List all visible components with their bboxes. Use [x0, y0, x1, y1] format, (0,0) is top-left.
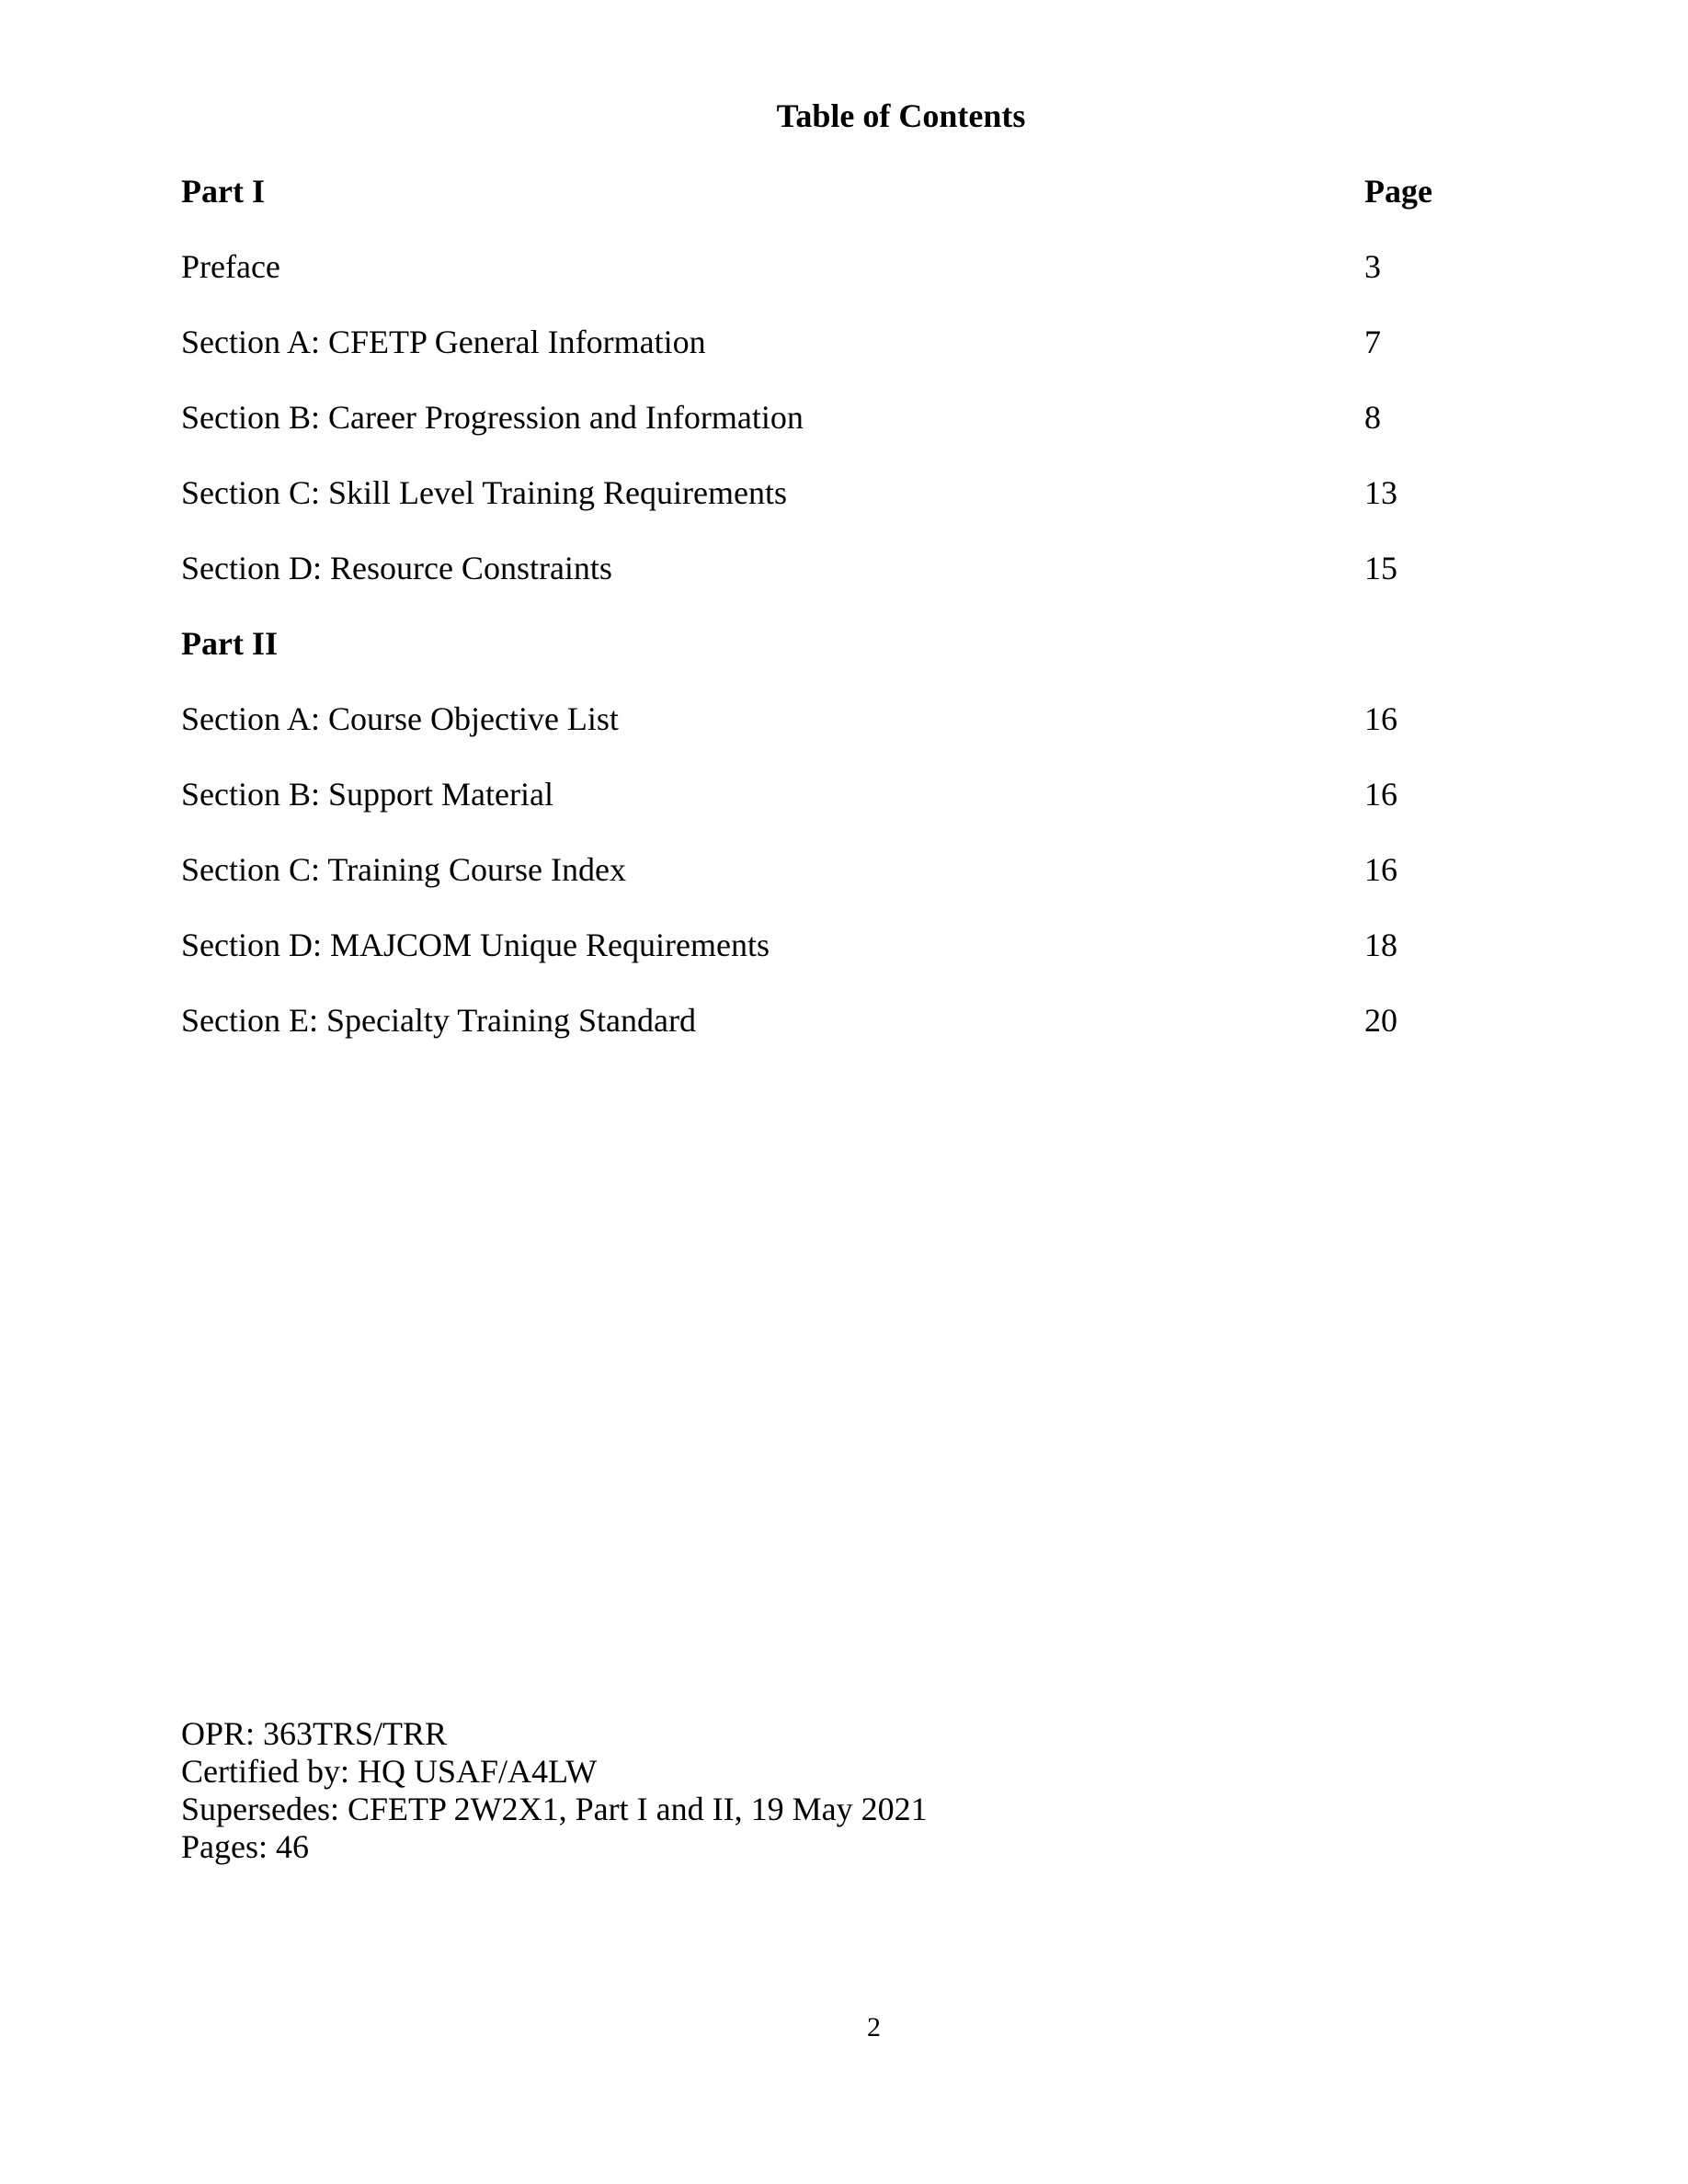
toc-entry-page: 16 — [1364, 776, 1397, 813]
part-heading-row — [181, 623, 1450, 664]
opr-line: OPR: 363TRS/TRR — [181, 1715, 448, 1752]
toc-entry-label: Section A: CFETP General Information — [181, 324, 706, 360]
supersedes-line: Supersedes: CFETP 2W2X1, Part I and II, 19 May 2021 — [181, 1791, 928, 1827]
toc-entry[interactable] — [181, 699, 1450, 739]
toc-entry[interactable] — [181, 1000, 1450, 1041]
toc-entry[interactable] — [181, 246, 1450, 287]
part-heading: Part II — [181, 625, 278, 662]
toc-entry-label: Section C: Training Course Index — [181, 851, 626, 888]
toc-entry-label: Section D: MAJCOM Unique Requirements — [181, 927, 770, 963]
toc-entry-page: 13 — [1364, 474, 1397, 511]
toc-entry-page: 16 — [1364, 700, 1397, 737]
toc-entry[interactable] — [181, 774, 1450, 814]
toc-entry-label: Section C: Skill Level Training Requirements — [181, 474, 787, 511]
toc-entry-page: 16 — [1364, 851, 1397, 888]
part-heading-row — [181, 171, 1450, 211]
page-column-header: Page — [1364, 173, 1432, 210]
toc-entry-label: Section D: Resource Constraints — [181, 550, 612, 586]
toc-entry[interactable] — [181, 849, 1450, 890]
toc-entry[interactable] — [181, 472, 1450, 513]
toc-entry[interactable] — [181, 322, 1450, 362]
toc-entry[interactable] — [181, 925, 1450, 965]
toc-entry-label: Section A: Course Objective List — [181, 700, 619, 737]
toc-entry[interactable] — [181, 397, 1450, 438]
toc-entry-page: 15 — [1364, 550, 1397, 586]
part-heading: Part I — [181, 173, 265, 210]
page-title: Table of Contents — [776, 97, 1026, 134]
toc-entry-page: 8 — [1364, 399, 1381, 436]
pages-line: Pages: 46 — [181, 1828, 309, 1865]
toc-entry-page: 3 — [1364, 248, 1381, 285]
toc-entry-page: 20 — [1364, 1002, 1397, 1039]
page-number: 2 — [867, 2012, 881, 2042]
toc-entry-page: 18 — [1364, 927, 1397, 963]
certified-by-line: Certified by: HQ USAF/A4LW — [181, 1753, 598, 1790]
toc-entry-label: Preface — [181, 248, 280, 285]
toc-entry-label: Section B: Career Progression and Information — [181, 399, 804, 436]
toc-entry-label: Section E: Specialty Training Standard — [181, 1002, 696, 1039]
toc-entry[interactable] — [181, 548, 1450, 588]
toc-entry-label: Section B: Support Material — [181, 776, 553, 813]
document-control-block — [181, 1715, 928, 1866]
toc-entry-page: 7 — [1364, 324, 1381, 360]
